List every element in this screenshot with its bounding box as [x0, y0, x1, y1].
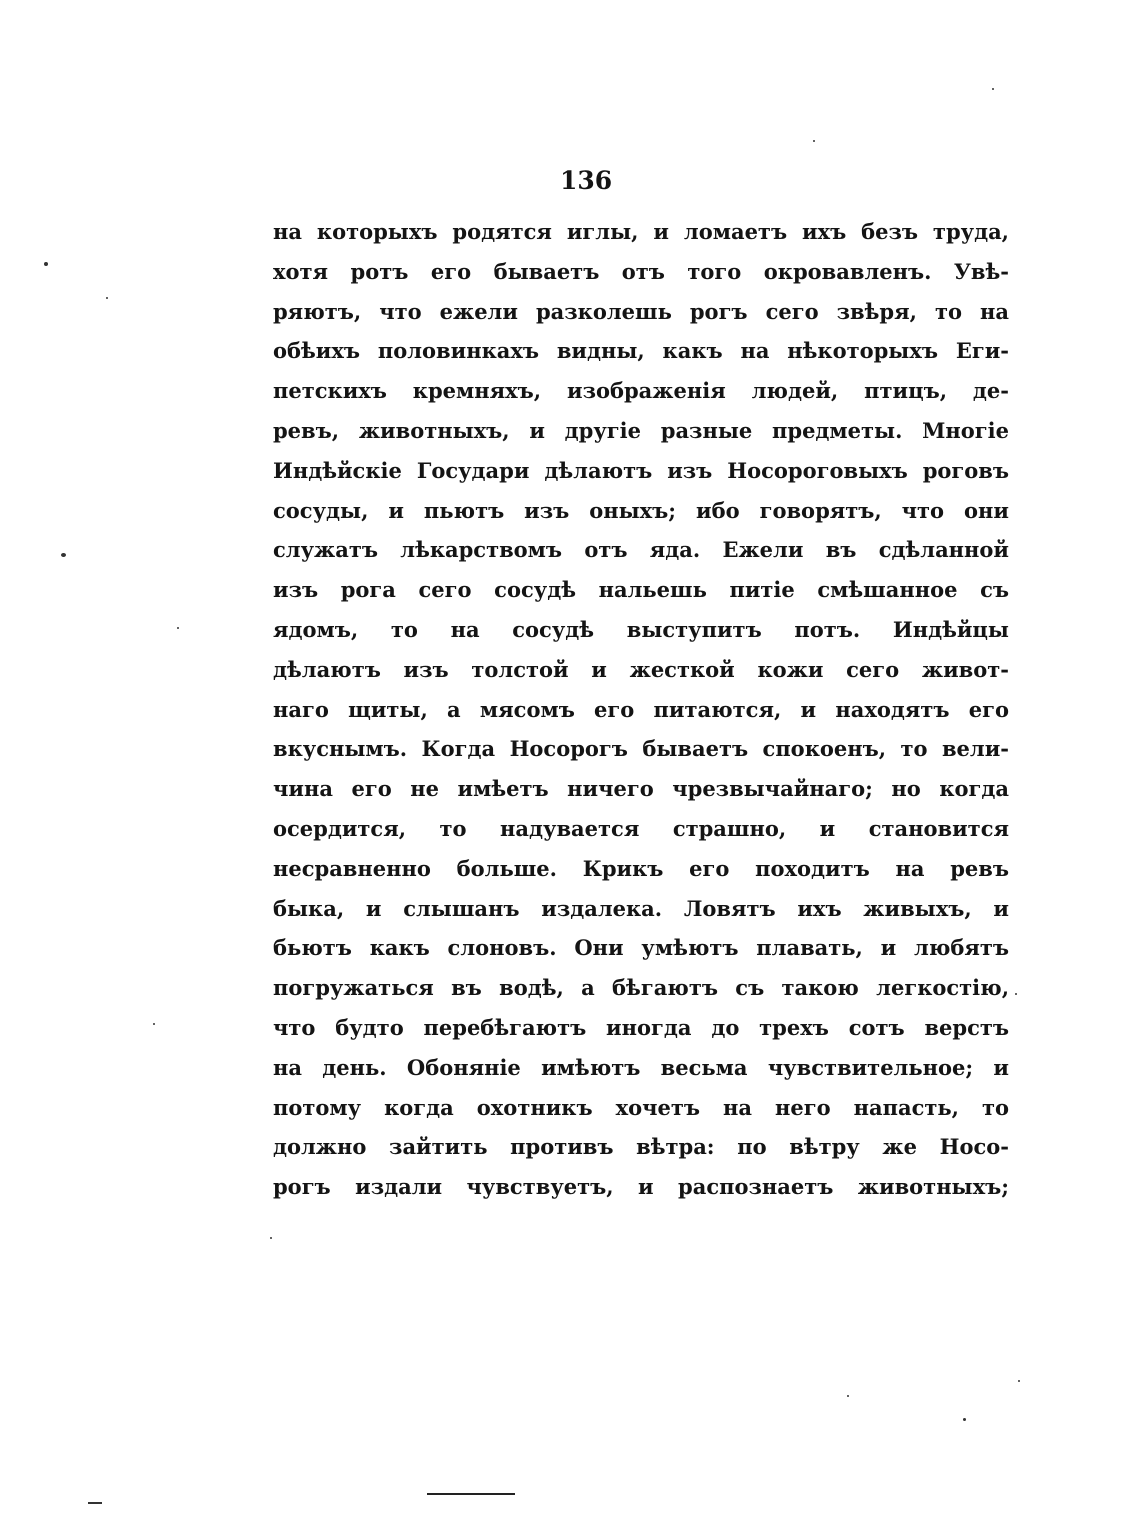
footer-rule [427, 1493, 515, 1495]
text-line: вкуснымъ. Когда Носорогъ бываетъ спокоенъ, то вели- [273, 736, 1009, 762]
text-line: несравненно больше. Крикъ его походитъ на ревъ [273, 855, 1009, 881]
text-line: хотя ротъ его бываетъ отъ того окровавленъ. Увѣ- [273, 258, 1009, 284]
page-number: 136 [560, 166, 613, 195]
text-line: дѣлаютъ изъ толстой и жесткой кожи сего живот- [273, 656, 1009, 682]
text-line: на которыхъ родятся иглы, и ломаетъ ихъ безъ труда, [273, 219, 1009, 244]
text-line: бьютъ какъ слоновъ. Они умѣютъ плавать, и любятъ [273, 935, 1009, 961]
ink-speck [270, 1237, 272, 1239]
text-line: ряютъ, что ежели разколешь рогъ сего звѣря, то на [273, 298, 1009, 324]
ink-speck [1015, 993, 1017, 995]
text-line: осердится, то надувается страшно, и становится [273, 815, 1009, 841]
text-line: изъ рога сего сосудѣ нальешь питіе смѣшанное съ [273, 577, 1009, 603]
ink-speck [153, 1023, 155, 1025]
ink-speck [992, 88, 994, 90]
ink-speck [847, 1395, 849, 1397]
text-line: сосуды, и пьютъ изъ оныхъ; ибо говорятъ, что они [273, 497, 1009, 523]
text-line: погружаться въ водѣ, а бѣгаютъ съ такою легкостію, [273, 975, 1009, 1001]
text-line: служатъ лѣкарствомъ отъ яда. Ежели въ сдѣланной [273, 537, 1009, 563]
text-line: ядомъ, то на сосудѣ выступитъ потъ. Индѣйцы [273, 616, 1009, 642]
ink-speck [963, 1418, 966, 1421]
text-line: ревъ, животныхъ, и другіе разные предметы. Многіе [273, 417, 1009, 443]
ink-speck [44, 262, 48, 266]
ink-speck [1018, 1380, 1020, 1382]
ink-speck [813, 140, 815, 142]
text-line: потому когда охотникъ хочетъ на него напасть, то [273, 1094, 1009, 1120]
ink-speck [61, 553, 66, 557]
body-text [273, 212, 1009, 1207]
ink-speck [106, 297, 108, 299]
text-line: обѣихъ половинкахъ видны, какъ на нѣкоторыхъ Еги- [273, 338, 1009, 364]
text-line: чина его не имѣетъ ничего чрезвычайнаго; но когда [273, 776, 1009, 802]
text-line: должно зайтить противъ вѣтра: по вѣтру же Носо- [273, 1134, 1009, 1160]
ink-speck [177, 627, 179, 629]
text-line: что будто перебѣгаютъ иногда до трехъ сотъ верстъ [273, 1014, 1009, 1040]
text-line: петскихъ кремняхъ, изображенія людей, птицъ, де- [273, 378, 1009, 404]
margin-mark [88, 1502, 102, 1504]
text-line: наго щиты, а мясомъ его питаются, и находятъ его [273, 696, 1009, 722]
text-line: на день. Обоняніе имѣютъ весьма чувствительное; и [273, 1054, 1009, 1080]
text-line: быка, и слышанъ издалека. Ловятъ ихъ живыхъ, и [273, 895, 1009, 921]
text-line: Индѣйскіе Государи дѣлаютъ изъ Носороговыхъ роговъ [273, 457, 1009, 483]
text-line: рогъ издали чувствуетъ, и распознаетъ животныхъ; [273, 1174, 1009, 1200]
